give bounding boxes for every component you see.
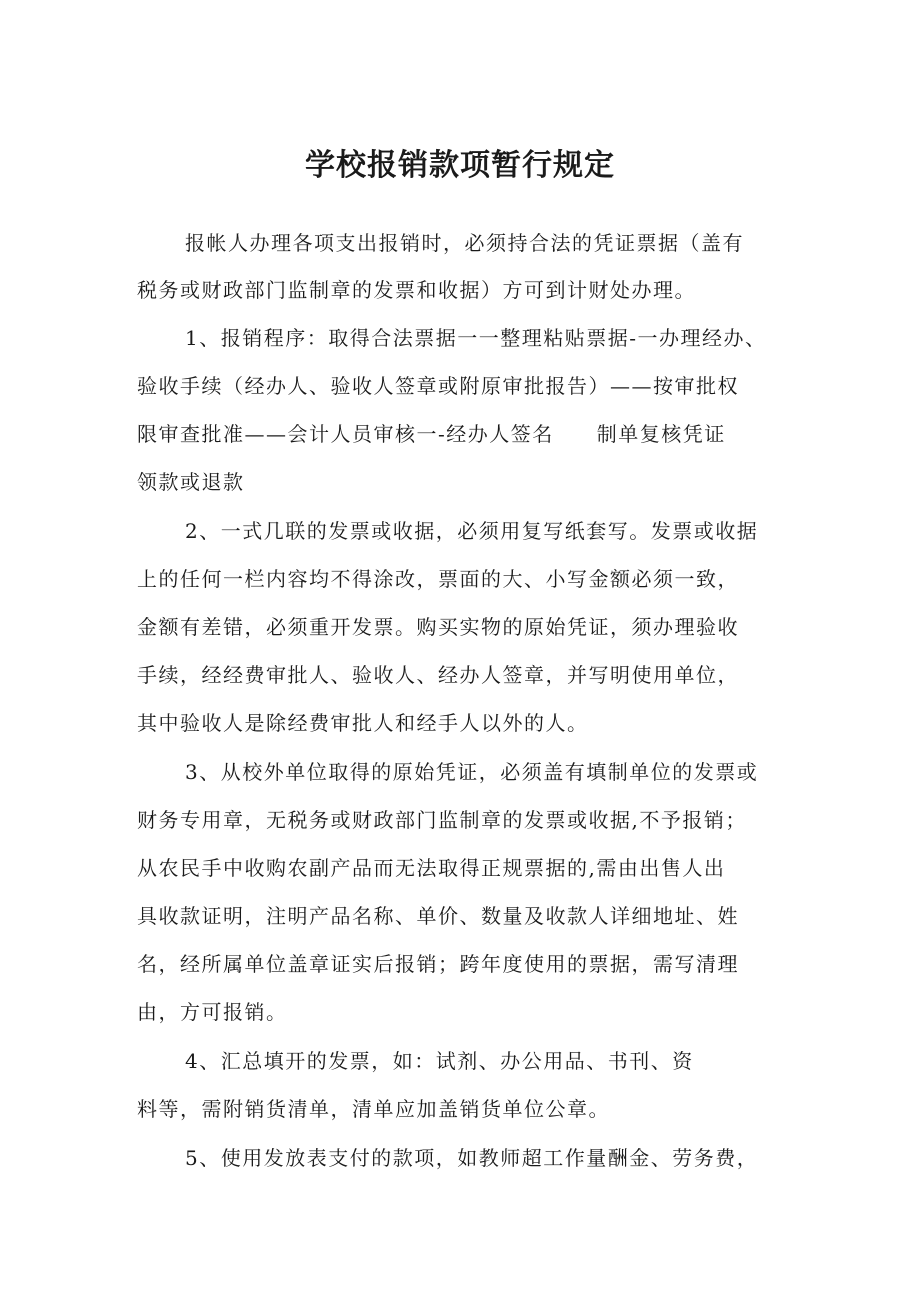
- paragraph-line: 5、使用发放表支付的款项，如教师超工作量酬金、劳务费，: [185, 1146, 759, 1170]
- paragraph-line: 2、一式几联的发票或收据，必须用复写纸套写。发票或收据: [185, 519, 759, 543]
- paragraph-line: 4、汇总填开的发票，如：试剂、办公用品、书刊、资: [185, 1049, 694, 1073]
- paragraph-line: 3、从校外单位取得的原始凭证，必须盖有填制单位的发票或: [185, 760, 759, 784]
- paragraph-line: 上的任何一栏内容均不得涂改，票面的大、小写金额必须一致，: [137, 567, 739, 591]
- paragraph-line: 限审查批准——会计人员审核一-经办人签名 制单复核凭证: [137, 422, 726, 446]
- paragraph-line: 手续，经经费审批人、验收人、经办人签章，并写明使用单位，: [137, 663, 739, 687]
- paragraph-line: 金额有差错，必须重开发票。购买实物的原始凭证，须办理验收: [137, 615, 739, 639]
- paragraph-line: 具收款证明，注明产品名称、单价、数量及收款人详细地址、姓: [137, 904, 739, 928]
- paragraph-line: 从农民手中收购农副产品而无法取得正规票据的,需由出售人出: [137, 856, 726, 880]
- paragraph-line: 财务专用章，无税务或财政部门监制章的发票或收据,不予报销；: [137, 808, 747, 832]
- paragraph-line: 领款或退款: [137, 470, 245, 494]
- paragraph-line: 税务或财政部门监制章的发票和收据）方可到计财处办理。: [137, 278, 696, 302]
- paragraph-line: 1、报销程序：取得合法票据一一整理粘贴票据-一办理经办、: [185, 326, 767, 350]
- paragraph-line: 料等，需附销货清单，清单应加盖销货单位公章。: [137, 1097, 610, 1121]
- paragraph-line: 其中验收人是除经费审批人和经手人以外的人。: [137, 711, 589, 735]
- paragraph-line: 由，方可报销。: [137, 1000, 288, 1024]
- paragraph-line: 名，经所属单位盖章证实后报销；跨年度使用的票据，需写清理: [137, 952, 739, 976]
- document-title: 学校报销款项暂行规定: [305, 148, 615, 183]
- paragraph-line: 验收手续（经办人、验收人签章或附原审批报告）——按审批权: [137, 374, 739, 398]
- paragraph-line: 报帐人办理各项支出报销时，必须持合法的凭证票据（盖有: [185, 231, 744, 255]
